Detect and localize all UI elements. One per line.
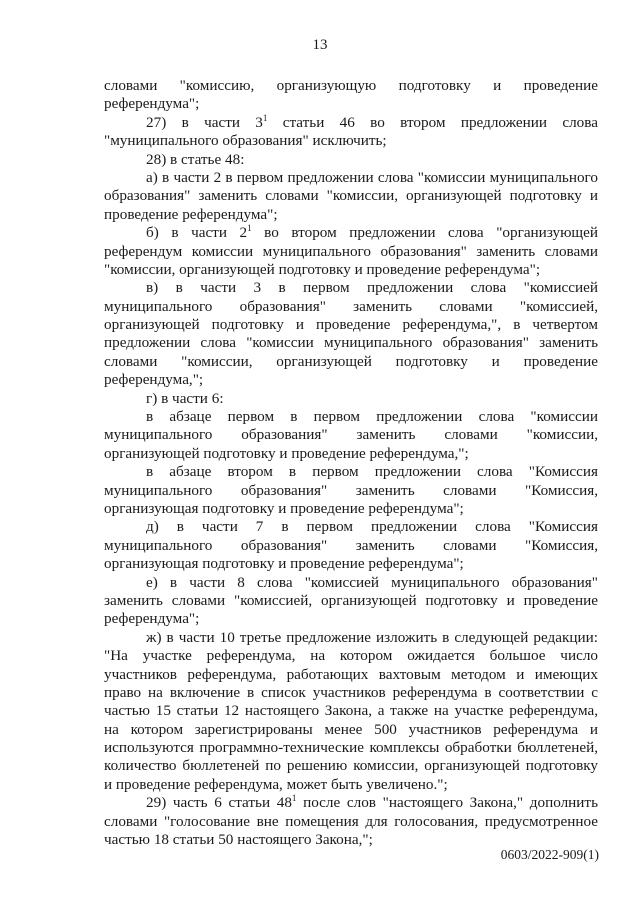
text-line: г) в части 6: xyxy=(146,389,224,407)
text-line: муниципального образования" заменить словами "Комиссия, xyxy=(104,536,598,554)
text-line: и проведение референдума, может быть увеличено."; xyxy=(104,775,448,793)
text-line: организующая подготовку и проведение референдума"; xyxy=(104,499,464,517)
text-line: в абзаце втором в первом предложении слова "Комиссия xyxy=(146,463,598,481)
text-line: муниципального образования" заменить словами "Комиссия, xyxy=(104,481,598,499)
text-line: частью 15 статьи 12 настоящего Закона, а также на участке референдума, xyxy=(104,702,598,720)
text-line: "муниципального образования" исключить; xyxy=(104,132,387,150)
text-line: количество бюллетеней по решению комиссии, организующей подготовку xyxy=(104,757,598,775)
document-body xyxy=(104,77,598,849)
page-number: 13 xyxy=(312,37,328,53)
text-line: д) в части 7 в первом предложении слова "Комиссия xyxy=(146,518,598,536)
text-line: 28) в статье 48: xyxy=(146,150,245,168)
text-line: ж) в части 10 третье предложение изложить в следующей редакции: xyxy=(146,628,598,646)
text-line: организующей подготовку и проведение референдума,"; xyxy=(104,444,469,462)
text-line: референдума"; xyxy=(104,95,200,113)
text-line: организующая подготовку и проведение референдума"; xyxy=(104,555,464,573)
text-line: словами "комиссию, организующую подготовку и проведение xyxy=(104,77,598,94)
text-line: муниципального образования" заменить словами "комиссией, xyxy=(104,297,598,315)
document-code: 0603/2022-909(1) xyxy=(500,847,599,862)
text-line: частью 18 статьи 50 настоящего Закона,"; xyxy=(104,831,373,849)
text-line: референдума"; xyxy=(104,610,200,628)
text-line: е) в части 8 слова "комиссией муниципального образования" xyxy=(146,573,598,591)
text-line: "На участке референдума, на котором ожидается большое число xyxy=(104,647,598,665)
text-line: образования" заменить словами "комиссии, организующей подготовку и xyxy=(104,187,598,205)
text-line: словами "голосование вне помещения для голосования, предусмотренное xyxy=(104,812,598,830)
text-line: право на включение в список участников референдума в соответствии с xyxy=(104,683,598,701)
text-line: муниципального образования" заменить словами "комиссии, xyxy=(104,426,598,444)
text-line: референдум комиссии муниципального образования" заменить словами xyxy=(104,242,598,260)
text-line: проведение референдума"; xyxy=(104,205,278,223)
text-line: на котором зарегистрированы менее 500 участников референдума и xyxy=(104,720,598,738)
text-line: организующей подготовку и проведение референдума,", в четвертом xyxy=(104,316,598,334)
text-line: используются программно-технические комплексы обработки бюллетеней, xyxy=(104,739,598,757)
text-line: в абзаце первом в первом предложении слова "комиссии xyxy=(146,408,598,426)
text-line: б) в части $2^1$ во втором предложении слова "организующей xyxy=(146,223,598,242)
text-line: словами "комиссии, организующей подготовку и проведение xyxy=(104,352,598,370)
text-line: 29) часть 6 статьи $48^1$ после слов "настоящего Закона," дополнить xyxy=(146,793,598,812)
text-line: предложении слова "комиссии муниципального образования" заменить xyxy=(104,334,598,352)
text-line: референдума,"; xyxy=(104,371,204,389)
text-line: участников референдума, работающих вахтовым методом и имеющих xyxy=(104,665,598,683)
text-line: заменить словами "комиссией, организующей подготовку и проведение xyxy=(104,591,598,609)
text-line: а) в части 2 в первом предложении слова "комиссии муниципального xyxy=(146,168,598,186)
text-line: в) в части 3 в первом предложении слова "комиссией xyxy=(146,279,598,297)
text-line: "комиссии, организующей подготовку и проведение референдума"; xyxy=(104,260,541,278)
text-line: 27) в части $3^1$ статьи 46 во втором предложении слова xyxy=(146,112,598,131)
